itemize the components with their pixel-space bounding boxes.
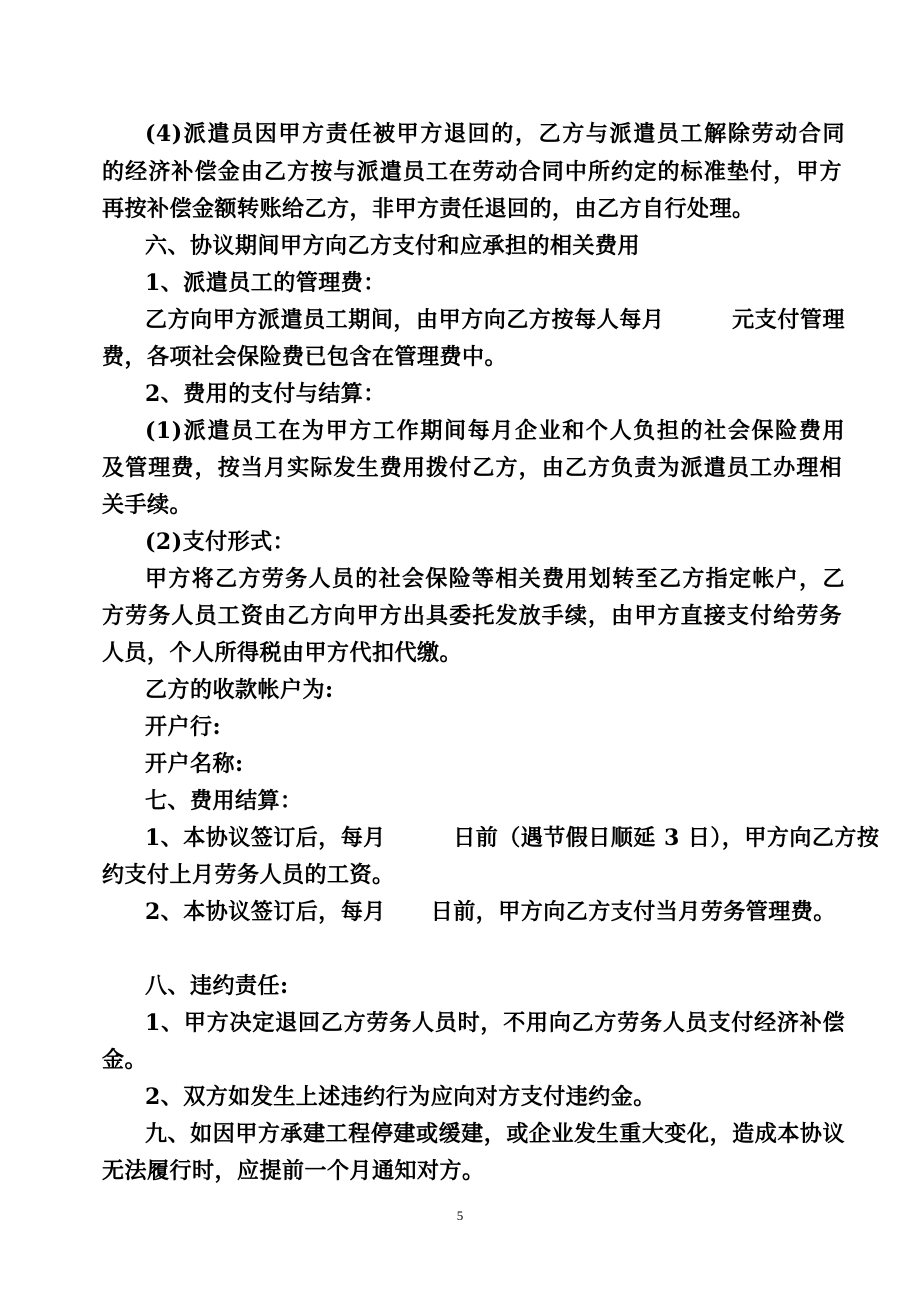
page-number: 5 xyxy=(456,1208,464,1223)
paragraph-line: 2、双方如发生上述违约行为应向对方支付违约金。 xyxy=(145,1084,656,1110)
paragraph-line: (1)派遣员工在为甲方工作期间每月企业和个人负担的社会保险费用 xyxy=(145,418,845,444)
subsection-heading: 2、费用的支付与结算： xyxy=(145,381,386,407)
paragraph-line: 方劳务人员工资由乙方向甲方出具委托发放手续，由甲方直接支付给劳务 xyxy=(102,603,842,629)
paragraph-line: 2、本协议签订后，每月 日前，甲方向乙方支付当月劳务管理费。 xyxy=(145,899,836,925)
subsection-heading: 1、派遣员工的管理费： xyxy=(145,270,386,296)
paragraph-line: 乙方向甲方派遣员工期间，由甲方向乙方按每人每月 元支付管理 xyxy=(145,307,845,333)
section-heading: 八、违约责任: xyxy=(145,973,289,999)
bank-label: 开户行: xyxy=(145,714,222,740)
paragraph-line: 再按补偿金额转账给乙方，非甲方责任退回的，由乙方自行处理。 xyxy=(102,196,755,222)
section-heading: 六、协议期间甲方向乙方支付和应承担的相关费用 xyxy=(145,233,641,259)
paragraph-line: 人员，个人所得税由甲方代扣代缴。 xyxy=(102,640,463,666)
paragraph-line: 的经济补偿金由乙方按与派遣员工在劳动合同中所约定的标准垫付，甲方 xyxy=(102,159,842,185)
paragraph-line: 1、甲方决定退回乙方劳务人员时，不用向乙方劳务人员支付经济补偿 xyxy=(145,1010,845,1036)
paragraph-line: 及管理费，按当月实际发生费用拨付乙方，由乙方负责为派遣员工办理相 xyxy=(102,455,842,481)
paragraph-line: 1、本协议签订后，每月 日前（遇节假日顺延 3 日），甲方向乙方按 xyxy=(145,825,880,851)
section-heading: 七、费用结算： xyxy=(145,788,303,814)
paragraph-line: 金。 xyxy=(102,1047,148,1073)
paragraph-line: (4)派遣员因甲方责任被甲方退回的，乙方与派遣员工解除劳动合同 xyxy=(145,121,845,147)
paragraph-line: 约支付上月劳务人员的工资。 xyxy=(102,862,395,888)
section-heading: 九、如因甲方承建工程停建或缓建，或企业发生重大变化，造成本协议 xyxy=(145,1121,845,1147)
paragraph-line: 甲方将乙方劳务人员的社会保险等相关费用划转至乙方指定帐户，乙 xyxy=(145,566,845,592)
subsection-heading: (2)支付形式： xyxy=(145,529,296,555)
paragraph-line: 关手续。 xyxy=(102,492,193,518)
account-name-label: 开户名称: xyxy=(145,751,244,777)
paragraph-line: 无法履行时，应提前一个月通知对方。 xyxy=(102,1158,485,1184)
account-label: 乙方的收款帐户为: xyxy=(145,677,334,703)
paragraph-line: 费，各项社会保险费已包含在管理费中。 xyxy=(102,344,508,370)
